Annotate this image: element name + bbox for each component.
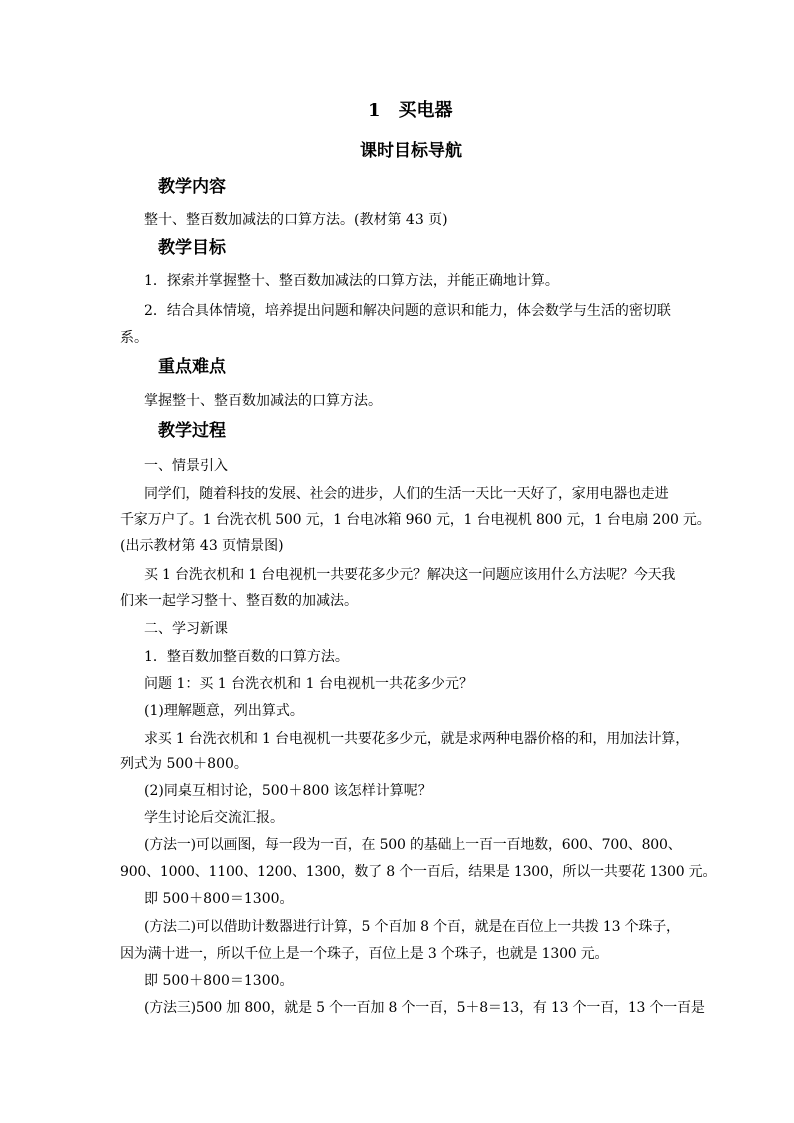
- goal-2-line-1: 2．结合具体情境，培养提出问题和解决问题的意识和能力，体会数学与生活的密切联: [144, 303, 671, 319]
- method-1-line-1: (方法一)可以画图，每一段为一百，在 500 的基础上一百一百地数，600、700、800、: [144, 837, 682, 853]
- question-1: 问题 1：买 1 台洗衣机和 1 台电视机一共花多少元？: [144, 676, 473, 692]
- goal-2-line-2: 系。: [120, 330, 148, 346]
- para-2-line-1: 买 1 台洗衣机和 1 台电视机一共要花多少元？解决这一问题应该用什么方法呢？今天我: [144, 567, 676, 583]
- goal-1: 1．探索并掌握整十、整百数加减法的口算方法，并能正确地计算。: [144, 273, 559, 289]
- key-difficult-text: 掌握整十、整百数加减法的口算方法。: [144, 393, 382, 409]
- q1-step-2: (2)同桌互相讨论，500＋800 该怎样计算呢？: [144, 783, 432, 799]
- para-2-line-2: 们来一起学习整十、整百数的加减法。: [120, 593, 358, 609]
- teaching-goals-heading: 教学目标: [158, 238, 226, 258]
- q1-step-1-line-2: 列式为 500＋800。: [120, 756, 248, 772]
- method-1-result: 即 500＋800＝1300。: [144, 891, 294, 907]
- key-difficult-heading: 重点难点: [158, 357, 226, 377]
- sub-1-title: 1．整百数加整百数的口算方法。: [144, 649, 349, 665]
- para-1-line-2: 千家万户了。1 台洗衣机 500 元，1 台电冰箱 960 元，1 台电视机 800 元，1 台电扇 200 元。: [120, 512, 711, 528]
- method-2-result: 即 500＋800＝1300。: [144, 973, 294, 989]
- para-1-line-3: (出示教材第 43 页情景图): [120, 538, 284, 554]
- method-2-line-2: 因为满十进一，所以千位上是一个珠子，百位上是 3 个珠子，也就是 1300 元。: [120, 946, 609, 962]
- teaching-process-heading: 教学过程: [158, 421, 226, 441]
- step-1-title: 一、情景引入: [144, 458, 228, 474]
- lesson-subtitle: 课时目标导航: [360, 141, 462, 161]
- method-3-line-1: (方法三)500 加 800，就是 5 个一百加 8 个一百，5＋8＝13，有 13 个一百，13 个一百是: [144, 1000, 705, 1016]
- lesson-title: 1 买电器: [368, 100, 453, 121]
- method-1-line-2: 900、1000、1100、1200、1300，数了 8 个一百后，结果是 1300，所以一共要花 1300 元。: [120, 864, 717, 880]
- method-2-line-1: (方法二)可以借助计数器进行计算，5 个百加 8 个百，就是在百位上一共拨 13 个珠子，: [144, 919, 680, 935]
- teaching-content-heading: 教学内容: [158, 177, 226, 197]
- q1-step-1: (1)理解题意，列出算式。: [144, 703, 304, 719]
- teaching-content-text: 整十、整百数加减法的口算方法。(教材第 43 页): [144, 212, 448, 228]
- step-2-title: 二、学习新课: [144, 621, 228, 637]
- q1-step-1-line-1: 求买 1 台洗衣机和 1 台电视机一共要花多少元，就是求两种电器价格的和，用加法计算，: [144, 731, 690, 747]
- para-1-line-1: 同学们，随着科技的发展、社会的进步，人们的生活一天比一天好了，家用电器也走进: [144, 486, 669, 502]
- q1-step-2-text: 学生讨论后交流汇报。: [144, 810, 284, 826]
